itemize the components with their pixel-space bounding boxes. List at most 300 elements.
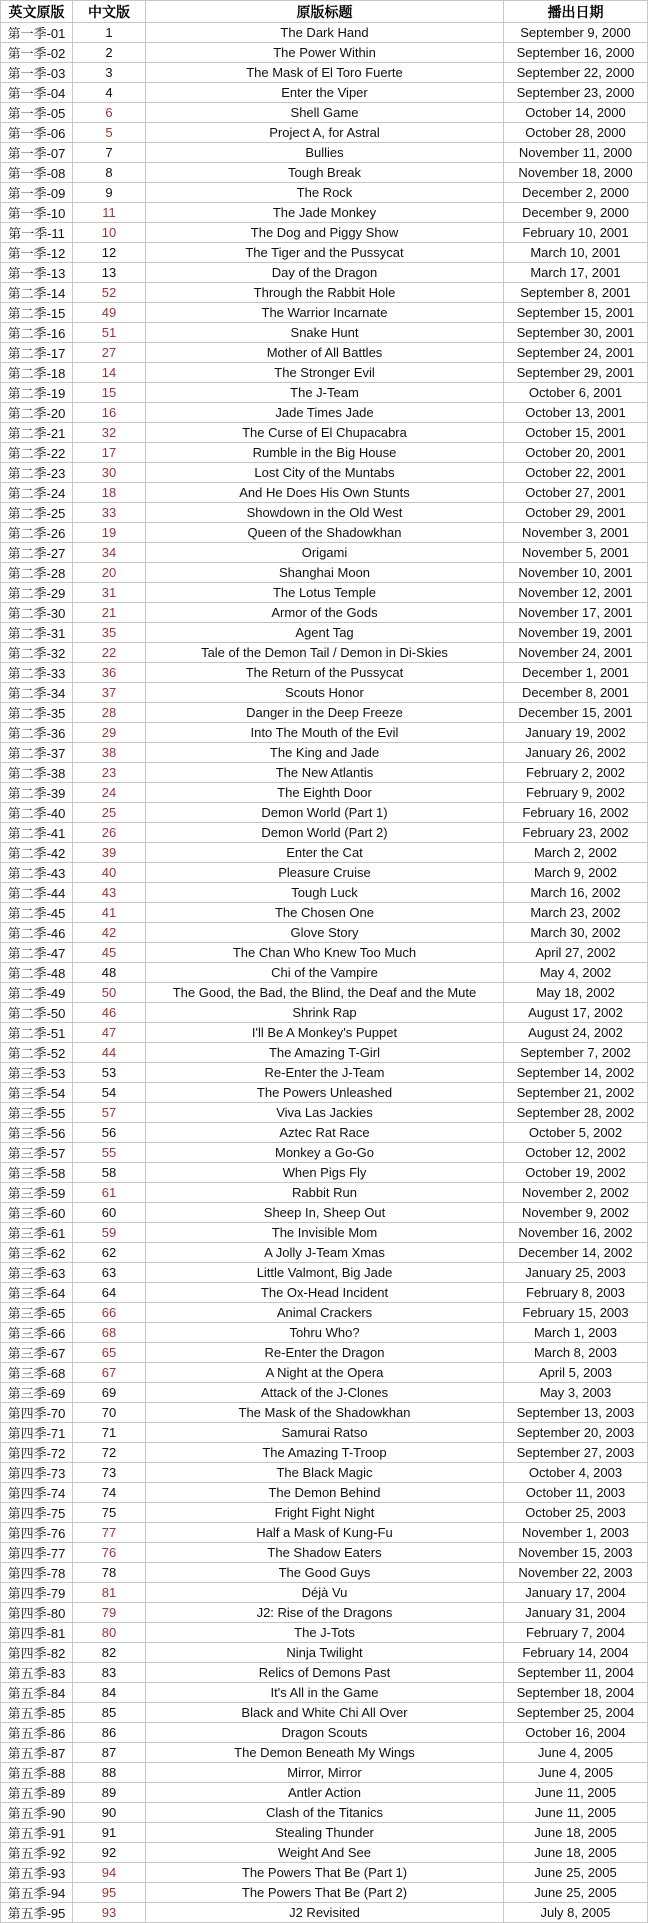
- table-row: [1, 283, 648, 303]
- cell-original-title: Fright Fight Night: [146, 1503, 504, 1523]
- cell-original-title: The Return of the Pussycat: [146, 663, 504, 683]
- cell-original-title: When Pigs Fly: [146, 1163, 504, 1183]
- cell-original-title: Origami: [146, 543, 504, 563]
- cell-chinese-episode-number: 20: [73, 563, 146, 583]
- cell-air-date: April 5, 2003: [504, 1363, 648, 1383]
- table-row: [1, 563, 648, 583]
- table-row: [1, 1263, 648, 1283]
- table-row: [1, 1103, 648, 1123]
- cell-english-episode-code: 第三季-64: [1, 1283, 73, 1303]
- cell-original-title: The Mask of the Shadowkhan: [146, 1403, 504, 1423]
- table-row: [1, 1203, 648, 1223]
- table-row: [1, 1703, 648, 1723]
- cell-air-date: September 21, 2002: [504, 1083, 648, 1103]
- cell-original-title: The Mask of El Toro Fuerte: [146, 63, 504, 83]
- cell-chinese-episode-number: 88: [73, 1763, 146, 1783]
- cell-original-title: J2: Rise of the Dragons: [146, 1603, 504, 1623]
- cell-air-date: March 1, 2003: [504, 1323, 648, 1343]
- cell-original-title: Shanghai Moon: [146, 563, 504, 583]
- cell-air-date: August 24, 2002: [504, 1023, 648, 1043]
- cell-air-date: September 30, 2001: [504, 323, 648, 343]
- cell-chinese-episode-number: 4: [73, 83, 146, 103]
- cell-chinese-episode-number: 13: [73, 263, 146, 283]
- cell-original-title: A Night at the Opera: [146, 1363, 504, 1383]
- cell-english-episode-code: 第二季-15: [1, 303, 73, 323]
- cell-air-date: September 8, 2001: [504, 283, 648, 303]
- cell-original-title: The Powers That Be (Part 1): [146, 1863, 504, 1883]
- cell-english-episode-code: 第二季-19: [1, 383, 73, 403]
- cell-original-title: The Shadow Eaters: [146, 1543, 504, 1563]
- cell-chinese-episode-number: 59: [73, 1223, 146, 1243]
- cell-original-title: Armor of the Gods: [146, 603, 504, 623]
- cell-air-date: September 9, 2000: [504, 23, 648, 43]
- table-row: [1, 343, 648, 363]
- cell-original-title: Agent Tag: [146, 623, 504, 643]
- table-row: [1, 63, 648, 83]
- cell-air-date: November 10, 2001: [504, 563, 648, 583]
- cell-chinese-episode-number: 15: [73, 383, 146, 403]
- cell-english-episode-code: 第四季-77: [1, 1543, 73, 1563]
- cell-english-episode-code: 第五季-85: [1, 1703, 73, 1723]
- cell-air-date: January 17, 2004: [504, 1583, 648, 1603]
- table-header: [1, 1, 648, 23]
- cell-air-date: October 19, 2002: [504, 1163, 648, 1183]
- cell-english-episode-code: 第二季-22: [1, 443, 73, 463]
- cell-air-date: February 9, 2002: [504, 783, 648, 803]
- cell-english-episode-code: 第四季-71: [1, 1423, 73, 1443]
- cell-air-date: January 25, 2003: [504, 1263, 648, 1283]
- cell-english-episode-code: 第五季-84: [1, 1683, 73, 1703]
- cell-air-date: October 12, 2002: [504, 1143, 648, 1163]
- cell-chinese-episode-number: 8: [73, 163, 146, 183]
- cell-english-episode-code: 第三季-65: [1, 1303, 73, 1323]
- cell-air-date: June 11, 2005: [504, 1803, 648, 1823]
- cell-chinese-episode-number: 80: [73, 1623, 146, 1643]
- cell-air-date: June 4, 2005: [504, 1763, 648, 1783]
- table-row: [1, 403, 648, 423]
- table-row: [1, 743, 648, 763]
- cell-original-title: The Stronger Evil: [146, 363, 504, 383]
- cell-english-episode-code: 第二季-34: [1, 683, 73, 703]
- cell-english-episode-code: 第二季-23: [1, 463, 73, 483]
- cell-original-title: Little Valmont, Big Jade: [146, 1263, 504, 1283]
- cell-air-date: November 18, 2000: [504, 163, 648, 183]
- cell-original-title: Pleasure Cruise: [146, 863, 504, 883]
- table-row: [1, 1683, 648, 1703]
- cell-chinese-episode-number: 93: [73, 1903, 146, 1923]
- cell-english-episode-code: 第二季-20: [1, 403, 73, 423]
- cell-english-episode-code: 第五季-91: [1, 1823, 73, 1843]
- table-row: [1, 263, 648, 283]
- cell-air-date: December 2, 2000: [504, 183, 648, 203]
- cell-air-date: February 16, 2002: [504, 803, 648, 823]
- cell-chinese-episode-number: 68: [73, 1323, 146, 1343]
- cell-air-date: December 14, 2002: [504, 1243, 648, 1263]
- table-row: [1, 1663, 648, 1683]
- cell-english-episode-code: 第一季-03: [1, 63, 73, 83]
- cell-english-episode-code: 第二季-26: [1, 523, 73, 543]
- cell-air-date: September 24, 2001: [504, 343, 648, 363]
- cell-air-date: June 18, 2005: [504, 1843, 648, 1863]
- cell-air-date: February 8, 2003: [504, 1283, 648, 1303]
- cell-english-episode-code: 第三季-54: [1, 1083, 73, 1103]
- cell-english-episode-code: 第一季-04: [1, 83, 73, 103]
- cell-chinese-episode-number: 14: [73, 363, 146, 383]
- cell-english-episode-code: 第四季-82: [1, 1643, 73, 1663]
- cell-english-episode-code: 第五季-88: [1, 1763, 73, 1783]
- cell-original-title: The New Atlantis: [146, 763, 504, 783]
- table-row: [1, 903, 648, 923]
- cell-original-title: Re-Enter the J-Team: [146, 1063, 504, 1083]
- cell-original-title: The Powers That Be (Part 2): [146, 1883, 504, 1903]
- cell-english-episode-code: 第五季-94: [1, 1883, 73, 1903]
- cell-air-date: February 2, 2002: [504, 763, 648, 783]
- cell-original-title: The Ox-Head Incident: [146, 1283, 504, 1303]
- cell-air-date: July 8, 2005: [504, 1903, 648, 1923]
- cell-air-date: October 14, 2000: [504, 103, 648, 123]
- cell-english-episode-code: 第五季-90: [1, 1803, 73, 1823]
- cell-chinese-episode-number: 28: [73, 703, 146, 723]
- cell-air-date: November 17, 2001: [504, 603, 648, 623]
- cell-air-date: September 28, 2002: [504, 1103, 648, 1123]
- table-row: [1, 223, 648, 243]
- cell-chinese-episode-number: 62: [73, 1243, 146, 1263]
- cell-chinese-episode-number: 33: [73, 503, 146, 523]
- table-row: [1, 623, 648, 643]
- cell-original-title: The Warrior Incarnate: [146, 303, 504, 323]
- table-row: [1, 763, 648, 783]
- table-row: [1, 943, 648, 963]
- cell-english-episode-code: 第一季-11: [1, 223, 73, 243]
- header-original-title: 原版标题: [146, 1, 504, 23]
- cell-chinese-episode-number: 19: [73, 523, 146, 543]
- cell-air-date: November 15, 2003: [504, 1543, 648, 1563]
- cell-air-date: December 8, 2001: [504, 683, 648, 703]
- cell-english-episode-code: 第二季-30: [1, 603, 73, 623]
- cell-air-date: September 11, 2004: [504, 1663, 648, 1683]
- cell-air-date: November 19, 2001: [504, 623, 648, 643]
- cell-air-date: May 18, 2002: [504, 983, 648, 1003]
- cell-chinese-episode-number: 75: [73, 1503, 146, 1523]
- cell-english-episode-code: 第二季-25: [1, 503, 73, 523]
- cell-chinese-episode-number: 11: [73, 203, 146, 223]
- table-row: [1, 963, 648, 983]
- table-row: [1, 1563, 648, 1583]
- cell-english-episode-code: 第一季-13: [1, 263, 73, 283]
- cell-original-title: The Amazing T-Girl: [146, 1043, 504, 1063]
- cell-air-date: March 30, 2002: [504, 923, 648, 943]
- cell-english-episode-code: 第二季-45: [1, 903, 73, 923]
- cell-english-episode-code: 第二季-41: [1, 823, 73, 843]
- cell-air-date: November 12, 2001: [504, 583, 648, 603]
- table-row: [1, 1583, 648, 1603]
- cell-air-date: September 16, 2000: [504, 43, 648, 63]
- cell-air-date: October 4, 2003: [504, 1463, 648, 1483]
- table-row: [1, 523, 648, 543]
- cell-original-title: The Amazing T-Troop: [146, 1443, 504, 1463]
- table-row: [1, 1743, 648, 1763]
- cell-original-title: Tohru Who?: [146, 1323, 504, 1343]
- cell-english-episode-code: 第二季-32: [1, 643, 73, 663]
- cell-original-title: Project A, for Astral: [146, 123, 504, 143]
- cell-english-episode-code: 第三季-56: [1, 1123, 73, 1143]
- cell-original-title: Demon World (Part 1): [146, 803, 504, 823]
- cell-original-title: Enter the Cat: [146, 843, 504, 863]
- table-row: [1, 1423, 648, 1443]
- table-row: [1, 303, 648, 323]
- cell-original-title: The King and Jade: [146, 743, 504, 763]
- cell-original-title: Showdown in the Old West: [146, 503, 504, 523]
- cell-original-title: The Good, the Bad, the Blind, the Deaf and the Mute: [146, 983, 504, 1003]
- cell-english-episode-code: 第二季-27: [1, 543, 73, 563]
- cell-chinese-episode-number: 79: [73, 1603, 146, 1623]
- cell-air-date: February 23, 2002: [504, 823, 648, 843]
- cell-air-date: November 2, 2002: [504, 1183, 648, 1203]
- cell-english-episode-code: 第一季-07: [1, 143, 73, 163]
- table-row: [1, 1023, 648, 1043]
- cell-original-title: Antler Action: [146, 1783, 504, 1803]
- cell-air-date: September 7, 2002: [504, 1043, 648, 1063]
- cell-chinese-episode-number: 39: [73, 843, 146, 863]
- cell-english-episode-code: 第四季-70: [1, 1403, 73, 1423]
- cell-chinese-episode-number: 26: [73, 823, 146, 843]
- cell-chinese-episode-number: 2: [73, 43, 146, 63]
- cell-chinese-episode-number: 57: [73, 1103, 146, 1123]
- cell-chinese-episode-number: 48: [73, 963, 146, 983]
- cell-air-date: June 25, 2005: [504, 1883, 648, 1903]
- cell-english-episode-code: 第二季-38: [1, 763, 73, 783]
- cell-original-title: Chi of the Vampire: [146, 963, 504, 983]
- cell-air-date: October 6, 2001: [504, 383, 648, 403]
- cell-original-title: The Dark Hand: [146, 23, 504, 43]
- table-row: [1, 483, 648, 503]
- cell-chinese-episode-number: 6: [73, 103, 146, 123]
- cell-english-episode-code: 第三季-68: [1, 1363, 73, 1383]
- cell-english-episode-code: 第一季-02: [1, 43, 73, 63]
- table-row: [1, 83, 648, 103]
- cell-air-date: September 23, 2000: [504, 83, 648, 103]
- cell-chinese-episode-number: 21: [73, 603, 146, 623]
- cell-chinese-episode-number: 85: [73, 1703, 146, 1723]
- cell-chinese-episode-number: 61: [73, 1183, 146, 1203]
- cell-original-title: The Power Within: [146, 43, 504, 63]
- cell-original-title: Scouts Honor: [146, 683, 504, 703]
- table-row: [1, 1643, 648, 1663]
- table-row: [1, 1123, 648, 1143]
- cell-english-episode-code: 第三季-55: [1, 1103, 73, 1123]
- cell-chinese-episode-number: 91: [73, 1823, 146, 1843]
- table-row: [1, 383, 648, 403]
- cell-original-title: The J-Team: [146, 383, 504, 403]
- cell-chinese-episode-number: 46: [73, 1003, 146, 1023]
- cell-chinese-episode-number: 81: [73, 1583, 146, 1603]
- cell-original-title: Rumble in the Big House: [146, 443, 504, 463]
- cell-original-title: Half a Mask of Kung-Fu: [146, 1523, 504, 1543]
- cell-english-episode-code: 第二季-33: [1, 663, 73, 683]
- cell-english-episode-code: 第二季-18: [1, 363, 73, 383]
- table-row: [1, 643, 648, 663]
- table-row: [1, 583, 648, 603]
- cell-air-date: September 14, 2002: [504, 1063, 648, 1083]
- cell-english-episode-code: 第五季-87: [1, 1743, 73, 1763]
- cell-english-episode-code: 第四季-81: [1, 1623, 73, 1643]
- cell-chinese-episode-number: 94: [73, 1863, 146, 1883]
- cell-english-episode-code: 第二季-28: [1, 563, 73, 583]
- cell-original-title: The Powers Unleashed: [146, 1083, 504, 1103]
- cell-air-date: November 3, 2001: [504, 523, 648, 543]
- cell-english-episode-code: 第二季-16: [1, 323, 73, 343]
- table-row: [1, 243, 648, 263]
- cell-chinese-episode-number: 78: [73, 1563, 146, 1583]
- cell-air-date: May 3, 2003: [504, 1383, 648, 1403]
- cell-chinese-episode-number: 90: [73, 1803, 146, 1823]
- cell-original-title: The Rock: [146, 183, 504, 203]
- table-row: [1, 1803, 648, 1823]
- cell-chinese-episode-number: 65: [73, 1343, 146, 1363]
- cell-chinese-episode-number: 87: [73, 1743, 146, 1763]
- cell-air-date: January 19, 2002: [504, 723, 648, 743]
- cell-original-title: Tough Break: [146, 163, 504, 183]
- cell-chinese-episode-number: 41: [73, 903, 146, 923]
- cell-english-episode-code: 第一季-09: [1, 183, 73, 203]
- table-row: [1, 803, 648, 823]
- cell-english-episode-code: 第四季-75: [1, 1503, 73, 1523]
- cell-chinese-episode-number: 56: [73, 1123, 146, 1143]
- table-row: [1, 1223, 648, 1243]
- cell-english-episode-code: 第四季-78: [1, 1563, 73, 1583]
- cell-chinese-episode-number: 9: [73, 183, 146, 203]
- cell-english-episode-code: 第三季-57: [1, 1143, 73, 1163]
- cell-air-date: October 13, 2001: [504, 403, 648, 423]
- cell-original-title: J2 Revisited: [146, 1903, 504, 1923]
- cell-chinese-episode-number: 44: [73, 1043, 146, 1063]
- table-row: [1, 1823, 648, 1843]
- table-row: [1, 1443, 648, 1463]
- cell-air-date: June 25, 2005: [504, 1863, 648, 1883]
- cell-chinese-episode-number: 30: [73, 463, 146, 483]
- cell-air-date: December 9, 2000: [504, 203, 648, 223]
- cell-chinese-episode-number: 86: [73, 1723, 146, 1743]
- cell-original-title: Rabbit Run: [146, 1183, 504, 1203]
- cell-air-date: September 18, 2004: [504, 1683, 648, 1703]
- cell-chinese-episode-number: 72: [73, 1443, 146, 1463]
- cell-air-date: September 29, 2001: [504, 363, 648, 383]
- table-row: [1, 783, 648, 803]
- cell-english-episode-code: 第三季-62: [1, 1243, 73, 1263]
- cell-air-date: September 22, 2000: [504, 63, 648, 83]
- cell-english-episode-code: 第三季-53: [1, 1063, 73, 1083]
- cell-air-date: September 27, 2003: [504, 1443, 648, 1463]
- cell-english-episode-code: 第二季-42: [1, 843, 73, 863]
- cell-chinese-episode-number: 24: [73, 783, 146, 803]
- cell-air-date: September 20, 2003: [504, 1423, 648, 1443]
- cell-original-title: Déjà Vu: [146, 1583, 504, 1603]
- cell-english-episode-code: 第二季-46: [1, 923, 73, 943]
- cell-chinese-episode-number: 12: [73, 243, 146, 263]
- table-row: [1, 463, 648, 483]
- cell-air-date: October 28, 2000: [504, 123, 648, 143]
- cell-original-title: Animal Crackers: [146, 1303, 504, 1323]
- cell-english-episode-code: 第二季-37: [1, 743, 73, 763]
- table-body: [1, 23, 648, 1923]
- cell-original-title: Tough Luck: [146, 883, 504, 903]
- table-row: [1, 603, 648, 623]
- cell-chinese-episode-number: 74: [73, 1483, 146, 1503]
- cell-original-title: The Jade Monkey: [146, 203, 504, 223]
- cell-air-date: March 8, 2003: [504, 1343, 648, 1363]
- cell-chinese-episode-number: 51: [73, 323, 146, 343]
- cell-english-episode-code: 第四季-80: [1, 1603, 73, 1623]
- cell-original-title: Glove Story: [146, 923, 504, 943]
- cell-english-episode-code: 第二季-47: [1, 943, 73, 963]
- cell-air-date: October 16, 2004: [504, 1723, 648, 1743]
- cell-air-date: June 4, 2005: [504, 1743, 648, 1763]
- table-row: [1, 123, 648, 143]
- table-row: [1, 1383, 648, 1403]
- cell-chinese-episode-number: 3: [73, 63, 146, 83]
- table-row: [1, 1463, 648, 1483]
- cell-english-episode-code: 第三季-63: [1, 1263, 73, 1283]
- cell-english-episode-code: 第四季-74: [1, 1483, 73, 1503]
- cell-chinese-episode-number: 52: [73, 283, 146, 303]
- cell-chinese-episode-number: 77: [73, 1523, 146, 1543]
- cell-chinese-episode-number: 22: [73, 643, 146, 663]
- cell-english-episode-code: 第二季-14: [1, 283, 73, 303]
- cell-original-title: The Chan Who Knew Too Much: [146, 943, 504, 963]
- table-row: [1, 1843, 648, 1863]
- table-row: [1, 1863, 648, 1883]
- table-row: [1, 1903, 648, 1923]
- cell-chinese-episode-number: 82: [73, 1643, 146, 1663]
- cell-original-title: Attack of the J-Clones: [146, 1383, 504, 1403]
- cell-original-title: The J-Tots: [146, 1623, 504, 1643]
- table-row: [1, 1543, 648, 1563]
- cell-english-episode-code: 第五季-93: [1, 1863, 73, 1883]
- cell-chinese-episode-number: 10: [73, 223, 146, 243]
- cell-air-date: May 4, 2002: [504, 963, 648, 983]
- table-row: [1, 1283, 648, 1303]
- cell-chinese-episode-number: 55: [73, 1143, 146, 1163]
- cell-original-title: Clash of the Titanics: [146, 1803, 504, 1823]
- table-row: [1, 1623, 648, 1643]
- cell-chinese-episode-number: 50: [73, 983, 146, 1003]
- cell-chinese-episode-number: 36: [73, 663, 146, 683]
- cell-air-date: December 1, 2001: [504, 663, 648, 683]
- table-row: [1, 983, 648, 1003]
- cell-chinese-episode-number: 23: [73, 763, 146, 783]
- cell-air-date: October 27, 2001: [504, 483, 648, 503]
- table-row: [1, 1323, 648, 1343]
- cell-english-episode-code: 第四季-79: [1, 1583, 73, 1603]
- table-row: [1, 1483, 648, 1503]
- cell-english-episode-code: 第二季-31: [1, 623, 73, 643]
- cell-original-title: And He Does His Own Stunts: [146, 483, 504, 503]
- cell-air-date: March 2, 2002: [504, 843, 648, 863]
- cell-original-title: Queen of the Shadowkhan: [146, 523, 504, 543]
- cell-air-date: October 29, 2001: [504, 503, 648, 523]
- table-row: [1, 1183, 648, 1203]
- cell-chinese-episode-number: 17: [73, 443, 146, 463]
- cell-english-episode-code: 第一季-05: [1, 103, 73, 123]
- cell-english-episode-code: 第二季-49: [1, 983, 73, 1003]
- cell-chinese-episode-number: 71: [73, 1423, 146, 1443]
- cell-original-title: Demon World (Part 2): [146, 823, 504, 843]
- cell-original-title: Black and White Chi All Over: [146, 1703, 504, 1723]
- cell-chinese-episode-number: 64: [73, 1283, 146, 1303]
- cell-air-date: January 31, 2004: [504, 1603, 648, 1623]
- cell-english-episode-code: 第四季-76: [1, 1523, 73, 1543]
- table-row: [1, 183, 648, 203]
